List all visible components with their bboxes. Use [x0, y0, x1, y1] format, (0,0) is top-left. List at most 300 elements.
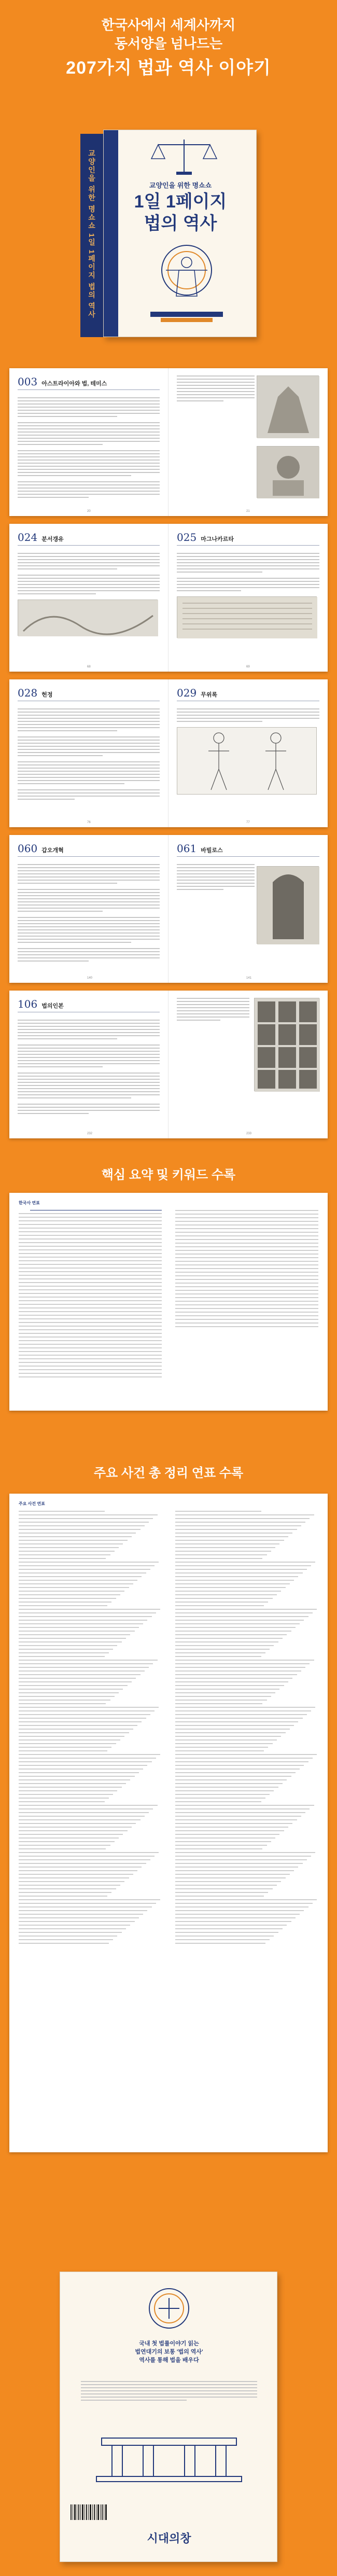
section-title: 바빌로스 [201, 847, 223, 854]
timeline-row [175, 1885, 318, 1886]
timeline-row [19, 1816, 162, 1817]
timeline-row [19, 1758, 162, 1759]
timeline-row [175, 1732, 318, 1733]
timeline-row [175, 1917, 318, 1918]
timeline-row [175, 1816, 318, 1817]
body-text-block [18, 1020, 160, 1114]
section-number: 061 [177, 842, 197, 855]
timeline-row [19, 1903, 162, 1904]
timeline-row [175, 1848, 318, 1849]
spread-5-left-page [9, 991, 168, 1138]
summary-index-column-right [175, 1210, 318, 1377]
timeline-row [175, 1794, 318, 1795]
timeline-row [175, 1776, 318, 1777]
timeline-row [175, 1674, 318, 1675]
timeline-row [175, 1798, 318, 1799]
timeline-row [19, 1877, 162, 1878]
timeline-row [19, 1612, 162, 1613]
timeline-row [19, 1747, 162, 1748]
section-title: 아스트라이아와 법, 테미스 [41, 381, 107, 387]
body-text-block [18, 708, 160, 800]
timeline-row [175, 1631, 318, 1632]
timeline-row [175, 1867, 318, 1868]
timeline-row [19, 1921, 162, 1922]
timeline-row [175, 1518, 318, 1519]
timeline-row [175, 1830, 318, 1831]
timeline-row [175, 1569, 318, 1570]
sample-spread-3 [9, 679, 328, 827]
hero-line-2: 동서양을 넘나드는 [114, 36, 223, 51]
timeline-index-columns [19, 1511, 318, 1944]
timeline-row [19, 1899, 162, 1900]
timeline-row [19, 1874, 162, 1875]
timeline-row [19, 1547, 162, 1548]
timeline-row [19, 1830, 162, 1831]
timeline-row [19, 1823, 162, 1824]
page-number: 76 [87, 821, 91, 824]
timeline-row [19, 1641, 162, 1642]
timeline-row [19, 1616, 162, 1617]
timeline-row [175, 1910, 318, 1911]
timeline-row [175, 1605, 318, 1606]
timeline-row [175, 1743, 318, 1744]
timeline-row [175, 1627, 318, 1628]
timeline-row [19, 1540, 162, 1541]
timeline-row [175, 1667, 318, 1668]
timeline-row [19, 1670, 162, 1672]
summary-index-columns [19, 1210, 318, 1377]
timeline-row [19, 1870, 162, 1871]
timeline-row [175, 1892, 318, 1893]
timeline-row [19, 1569, 162, 1570]
timeline-row [19, 1583, 162, 1584]
section-number: 024 [18, 531, 38, 544]
timeline-row [175, 1511, 318, 1512]
timeline-row [19, 1707, 162, 1708]
spread-4-left-page [9, 835, 168, 983]
timeline-row [19, 1627, 162, 1628]
section-title: 법의인본 [41, 1003, 64, 1009]
timeline-row [19, 1881, 162, 1882]
timeline-row [175, 1514, 318, 1515]
timeline-row [19, 1779, 162, 1780]
timeline-row [175, 1721, 318, 1722]
timeline-row [19, 1565, 162, 1566]
timeline-row [175, 1772, 318, 1773]
page-number: 69 [246, 665, 250, 669]
timeline-row [19, 1852, 162, 1853]
timeline-row [19, 1631, 162, 1632]
page-number: 232 [87, 1132, 93, 1135]
timeline-row [175, 1834, 318, 1835]
timeline-row [175, 1739, 318, 1740]
timeline-row [19, 1692, 162, 1693]
body-text-block [177, 864, 255, 890]
timeline-row [175, 1783, 318, 1784]
timeline-label: 주요 사건 총 정리 연표 수록 [93, 1466, 244, 1480]
timeline-row [19, 1798, 162, 1799]
timeline-row [175, 1554, 318, 1555]
section-title: 무위록 [201, 692, 218, 698]
page-number: 20 [87, 510, 91, 513]
timeline-row [19, 1605, 162, 1606]
timeline-row [19, 1863, 162, 1864]
timeline-row [175, 1837, 318, 1839]
timeline-row [175, 1692, 318, 1693]
timeline-row [19, 1845, 162, 1846]
timeline-row [19, 1906, 162, 1907]
timeline-row [175, 1747, 318, 1748]
timeline-row [175, 1808, 318, 1809]
timeline-row [19, 1761, 162, 1762]
back-cover-blurb [81, 2381, 257, 2401]
timeline-row [175, 1729, 318, 1730]
timeline-row [175, 1700, 318, 1701]
spread-3-left-page [9, 679, 168, 827]
timeline-row [175, 1943, 318, 1944]
timeline-row [175, 1689, 318, 1690]
body-text-block [177, 375, 255, 401]
cover-title-line-1: 1일 1페이지 [134, 192, 227, 212]
timeline-index-page [9, 1494, 328, 2152]
timeline-row [19, 1939, 162, 1940]
timeline-row [19, 1859, 162, 1860]
timeline-row [175, 1634, 318, 1635]
lady-justice-illustration-icon [135, 239, 238, 327]
timeline-row [19, 1551, 162, 1552]
section-number: 060 [18, 842, 38, 855]
timeline-row [175, 1790, 318, 1791]
timeline-row [19, 1714, 162, 1715]
timeline-row [19, 1888, 162, 1889]
scales-of-justice-icon [145, 135, 223, 177]
timeline-row [175, 1656, 318, 1657]
timeline-row [175, 1543, 318, 1544]
timeline-row [175, 1707, 318, 1708]
pillar-illustration-icon [91, 2428, 247, 2485]
timeline-row [19, 1656, 162, 1657]
timeline-row [19, 1674, 162, 1675]
timeline-row [175, 1620, 318, 1621]
timeline-row [175, 1681, 318, 1682]
timeline-row [175, 1769, 318, 1770]
timeline-row [19, 1805, 162, 1806]
timeline-row [175, 1827, 318, 1828]
portrait-grid-photo-icon [254, 998, 319, 1091]
timeline-row [175, 1921, 318, 1922]
page-number: 68 [87, 665, 91, 669]
timeline-row [19, 1652, 162, 1653]
timeline-row [19, 1837, 162, 1839]
spread-1-right-page [168, 368, 328, 516]
timeline-row [19, 1525, 162, 1526]
spread-3-right-page [168, 679, 328, 827]
timeline-row [175, 1529, 318, 1530]
timeline-row [175, 1870, 318, 1871]
sample-spread-1 [9, 368, 328, 516]
timeline-row [19, 1841, 162, 1842]
timeline-row [175, 1710, 318, 1711]
sample-spread-4 [9, 835, 328, 983]
timeline-row [175, 1609, 318, 1610]
book-spine [80, 134, 103, 337]
book-cover-image [80, 130, 257, 337]
back-lead-line-2: 법연대기의 보통 '법의 역사' [135, 2349, 203, 2355]
timeline-row [19, 1591, 162, 1592]
spread-2-left-page [9, 524, 168, 672]
timeline-row [175, 1845, 318, 1846]
timeline-row [175, 1558, 318, 1559]
timeline-row [175, 1877, 318, 1878]
timeline-row [19, 1562, 162, 1563]
timeline-row [19, 1743, 162, 1744]
timeline-row [175, 1583, 318, 1584]
stone-stele-photo-icon [257, 866, 319, 944]
timeline-row [175, 1612, 318, 1613]
spread-4-right-page [168, 835, 328, 983]
timeline-row [175, 1616, 318, 1617]
section-title: 마그나카르타 [201, 536, 234, 542]
timeline-row [19, 1750, 162, 1751]
timeline-row [19, 1932, 162, 1933]
timeline-row [19, 1536, 162, 1537]
timeline-row [19, 1678, 162, 1679]
timeline-row [175, 1903, 318, 1904]
timeline-row [175, 1645, 318, 1646]
timeline-row [175, 1779, 318, 1780]
body-text-block [177, 998, 249, 1021]
timeline-row [175, 1856, 318, 1857]
timeline-row [175, 1522, 318, 1523]
timeline-row [175, 1801, 318, 1802]
timeline-row [175, 1623, 318, 1624]
laurel-emblem-icon [128, 2282, 210, 2334]
timeline-row [19, 1772, 162, 1773]
section-number: 003 [18, 375, 38, 388]
cover-title-line-2: 법의 역사 [144, 214, 217, 233]
section-number: 106 [18, 998, 38, 1010]
timeline-row [175, 1696, 318, 1697]
timeline-row [19, 1572, 162, 1574]
hero-title [0, 16, 337, 81]
timeline-row [19, 1812, 162, 1813]
timeline-row [19, 1827, 162, 1828]
timeline-row [19, 1689, 162, 1690]
timeline-row [19, 1645, 162, 1646]
relief-photo-icon [257, 446, 319, 498]
timeline-row [19, 1543, 162, 1544]
timeline-row [175, 1547, 318, 1548]
hero-line-1: 한국사에서 세계사까지 [101, 17, 236, 33]
section-number: 029 [177, 687, 197, 699]
timeline-row [19, 1718, 162, 1719]
timeline-row [175, 1936, 318, 1937]
timeline-row [19, 1685, 162, 1686]
timeline-row [19, 1681, 162, 1682]
summary-index-heading: 한국사 연표 [19, 1201, 40, 1205]
sample-spread-2 [9, 524, 328, 672]
spread-5-right-page [168, 991, 328, 1138]
timeline-row [19, 1848, 162, 1849]
timeline-row [19, 1660, 162, 1661]
summary-label: 핵심 요약 및 키워드 수록 [101, 1168, 236, 1182]
timeline-row [175, 1641, 318, 1642]
timeline-row [175, 1540, 318, 1541]
timeline-row [19, 1917, 162, 1918]
page-number: 77 [246, 821, 250, 824]
page-number: 233 [246, 1132, 252, 1135]
timeline-row [175, 1823, 318, 1824]
timeline-row [175, 1572, 318, 1574]
timeline-row [175, 1663, 318, 1664]
timeline-row [175, 1576, 318, 1577]
timeline-row [175, 1678, 318, 1679]
timeline-row [175, 1638, 318, 1639]
sample-spread-5 [9, 991, 328, 1138]
timeline-row [175, 1714, 318, 1715]
timeline-index-heading: 주요 사건 연표 [19, 1501, 45, 1506]
timeline-row [19, 1721, 162, 1722]
timeline-row [19, 1769, 162, 1770]
timeline-row [19, 1925, 162, 1926]
timeline-row [19, 1511, 162, 1512]
timeline-row [19, 1518, 162, 1519]
timeline-row [19, 1609, 162, 1610]
timeline-row [175, 1914, 318, 1915]
timeline-row [19, 1529, 162, 1530]
timeline-row [19, 1576, 162, 1577]
timeline-row [175, 1594, 318, 1595]
timeline-row [175, 1649, 318, 1650]
timeline-row [175, 1736, 318, 1737]
timeline-row [175, 1841, 318, 1842]
timeline-row [19, 1892, 162, 1893]
timeline-row [175, 1703, 318, 1704]
timeline-row [175, 1551, 318, 1552]
timeline-row [175, 1881, 318, 1882]
timeline-row [175, 1765, 318, 1766]
timeline-row [175, 1754, 318, 1755]
timeline-row [19, 1732, 162, 1733]
timeline-row [19, 1834, 162, 1835]
spread-2-right-page [168, 524, 328, 672]
timeline-row [19, 1794, 162, 1795]
timeline-row [19, 1703, 162, 1704]
timeline-row [175, 1906, 318, 1907]
timeline-row [175, 1863, 318, 1864]
timeline-row [175, 1685, 318, 1686]
publisher-logo: 시대의창 [147, 2532, 191, 2545]
timeline-row [175, 1565, 318, 1566]
magna-carta-document-icon [177, 596, 317, 638]
book-front-cover [103, 130, 257, 337]
summary-index-page [9, 1193, 328, 1411]
timeline-row [19, 1928, 162, 1929]
timeline-row [19, 1943, 162, 1944]
timeline-row [175, 1859, 318, 1860]
timeline-row [175, 1533, 318, 1534]
timeline-row [175, 1932, 318, 1933]
timeline-row [175, 1602, 318, 1603]
timeline-row [19, 1729, 162, 1730]
body-text-block [18, 864, 160, 962]
timeline-row [175, 1598, 318, 1599]
hero-line-3: 207가지 법과 역사 이야기 [66, 58, 271, 78]
anatomy-diagram-icon [177, 727, 317, 795]
timeline-row [175, 1562, 318, 1563]
timeline-row [19, 1790, 162, 1791]
barcode-icon [71, 2504, 107, 2520]
timeline-row [175, 1580, 318, 1581]
timeline-row [19, 1739, 162, 1740]
back-lead-line-3: 역사를 통해 법을 배우다 [139, 2357, 199, 2363]
statue-photo-icon [257, 375, 319, 438]
timeline-row [19, 1819, 162, 1820]
timeline-row [19, 1801, 162, 1802]
timeline-row [19, 1776, 162, 1777]
body-text-block [177, 708, 319, 722]
timeline-row [19, 1533, 162, 1534]
timeline-row [19, 1638, 162, 1639]
timeline-row [175, 1939, 318, 1940]
timeline-row [175, 1805, 318, 1806]
timeline-row [19, 1736, 162, 1737]
timeline-row [175, 1758, 318, 1759]
timeline-row [19, 1580, 162, 1581]
timeline-row [19, 1936, 162, 1937]
spread-1-left-page [9, 368, 168, 516]
timeline-row [19, 1783, 162, 1784]
timeline-row [175, 1725, 318, 1726]
timeline-row [175, 1750, 318, 1751]
timeline-row [19, 1700, 162, 1701]
timeline-row [19, 1620, 162, 1621]
timeline-row [175, 1670, 318, 1672]
timeline-column-right [175, 1511, 318, 1944]
timeline-row [175, 1852, 318, 1853]
timeline-row [19, 1667, 162, 1668]
timeline-row [175, 1928, 318, 1929]
timeline-row [19, 1914, 162, 1915]
timeline-row [19, 1587, 162, 1588]
section-number: 025 [177, 531, 197, 544]
page-number: 21 [246, 510, 250, 513]
section-title: 분서갱유 [41, 536, 64, 542]
timeline-row [175, 1587, 318, 1588]
timeline-row [19, 1598, 162, 1599]
timeline-row [19, 1856, 162, 1857]
timeline-row [175, 1652, 318, 1653]
timeline-row [19, 1634, 162, 1635]
timeline-row [175, 1896, 318, 1897]
timeline-row [19, 1808, 162, 1809]
timeline-row [19, 1885, 162, 1886]
timeline-row [19, 1522, 162, 1523]
timeline-row [19, 1696, 162, 1697]
timeline-row [175, 1888, 318, 1889]
cover-subtitle: 교양인을 위한 명쇼쇼 [149, 182, 212, 189]
timeline-row [175, 1812, 318, 1813]
timeline-column-left [19, 1511, 162, 1944]
section-title: 갑오개혁 [41, 847, 64, 854]
back-cover-lead [60, 2340, 277, 2364]
timeline-row [19, 1910, 162, 1911]
timeline-row [19, 1710, 162, 1711]
timeline-row [19, 1514, 162, 1515]
timeline-row [19, 1725, 162, 1726]
timeline-row [175, 1660, 318, 1661]
timeline-row [175, 1536, 318, 1537]
